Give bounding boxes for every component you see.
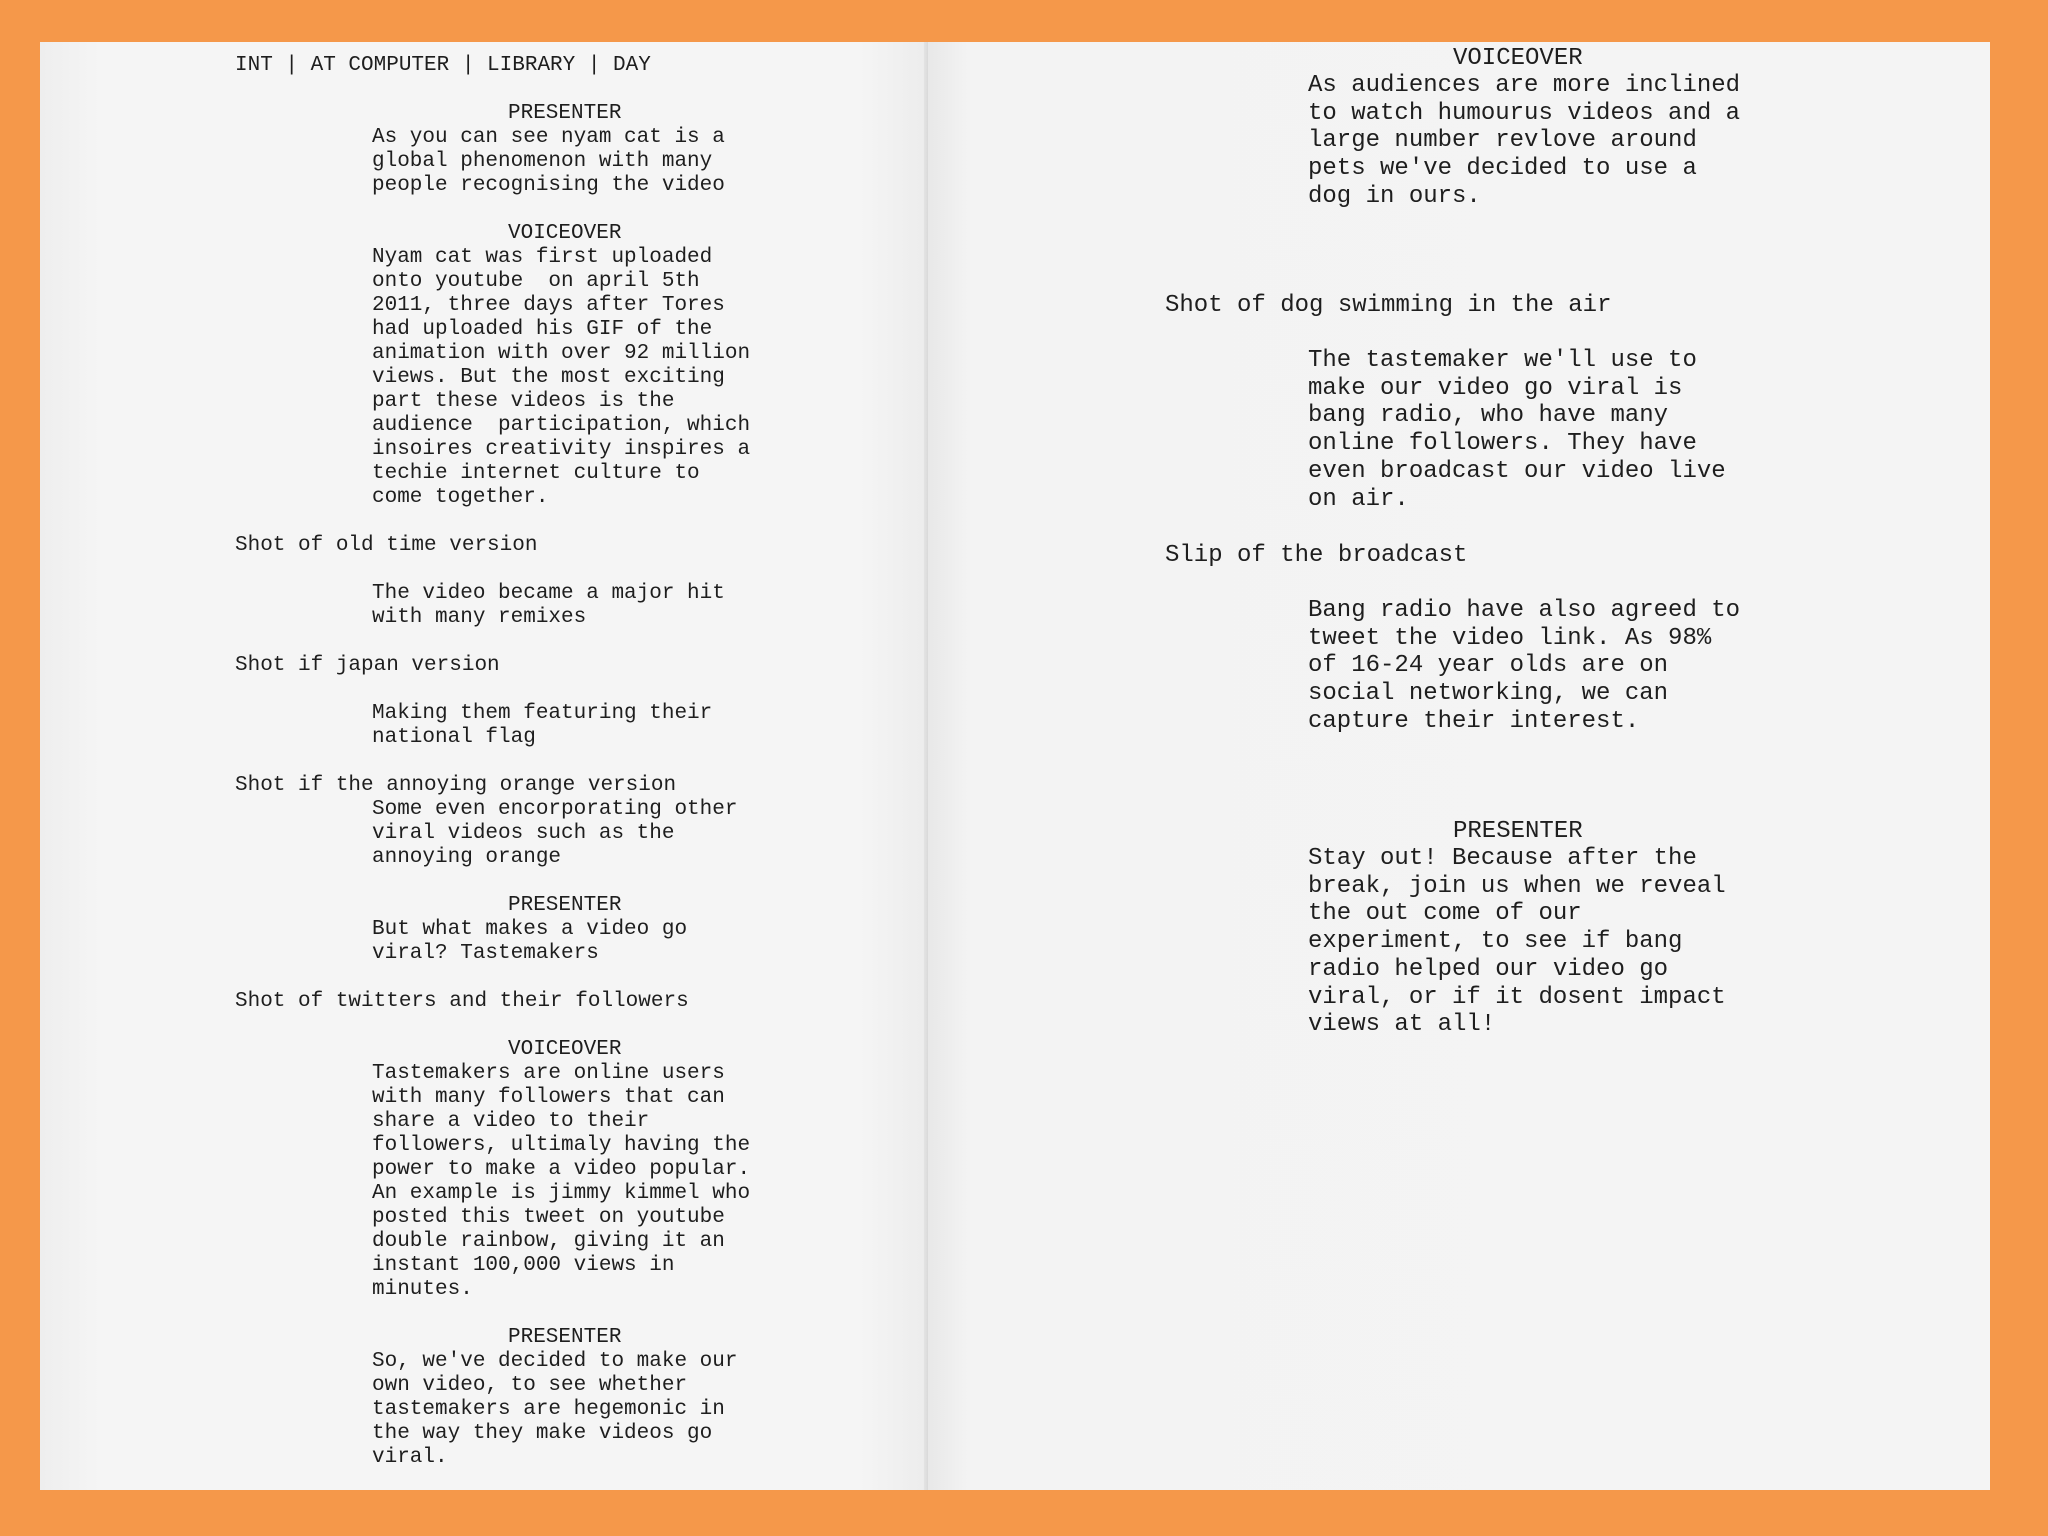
- dialogue: Bang radio have also agreed to tweet the video link. As 98% of 16-24 year olds are on social networking, we can capture their interest.: [1308, 597, 1741, 735]
- character-name: PRESENTER: [508, 102, 622, 125]
- left-page: [40, 42, 928, 1490]
- action-line: Shot if the annoying orange version: [235, 774, 677, 797]
- dialogue: Stay out! Because after the break, join us when we reveal the out come of our experiment, to see if bang radio helped our video go viral, or if it dosent impact views at all!: [1308, 845, 1726, 1039]
- dialogue: Some even encorporating other viral videos such as the annoying orange: [372, 798, 738, 869]
- character-name: VOICEOVER: [508, 222, 622, 245]
- character-name: PRESENTER: [508, 894, 622, 917]
- character-name: PRESENTER: [508, 1326, 622, 1349]
- dialogue: As you can see nyam cat is a global phenomenon with many people recognising the video: [372, 126, 725, 197]
- dialogue: The video became a major hit with many remixes: [372, 582, 725, 629]
- dialogue: But what makes a video go viral? Tastemakers: [372, 918, 688, 965]
- character-name: VOICEOVER: [1453, 45, 1583, 72]
- character-name: PRESENTER: [1453, 818, 1583, 845]
- dialogue: Tastemakers are online users with many followers that can share a video to their followers, ultimaly having the power to make a video popular. An example is jimmy kimmel who posted this tweet on youtube double rainbow, giving it an instant 100,000 views in minutes.: [372, 1062, 751, 1301]
- right-page: [928, 42, 1990, 1490]
- action-line: Shot if japan version: [235, 654, 500, 677]
- slugline: INT | AT COMPUTER | LIBRARY | DAY: [235, 54, 651, 77]
- action-line: Slip of the broadcast: [1165, 542, 1468, 569]
- action-line: Shot of twitters and their followers: [235, 990, 689, 1013]
- dialogue: Nyam cat was first uploaded onto youtube on april 5th 2011, three days after Tores had uploaded his GIF of the animation with over 92 million views. But the most exciting part these videos is the audience participation, which insoires creativity inspires a techie internet culture to come together.: [372, 246, 751, 509]
- action-line: Shot of old time version: [235, 534, 538, 557]
- dialogue: So, we've decided to make our own video, to see whether tastemakers are hegemonic in the way they make videos go viral.: [372, 1350, 738, 1469]
- script-page-spread: [40, 42, 1990, 1490]
- character-name: VOICEOVER: [508, 1038, 622, 1061]
- dialogue: The tastemaker we'll use to make our video go viral is bang radio, who have many online followers. They have even broadcast our video live on air.: [1308, 347, 1726, 513]
- action-line: Shot of dog swimming in the air: [1165, 292, 1612, 319]
- dialogue: As audiences are more inclined to watch humourus videos and a large number revlove around pets we've decided to use a dog in ours.: [1308, 72, 1741, 210]
- dialogue: Making them featuring their national flag: [372, 702, 713, 749]
